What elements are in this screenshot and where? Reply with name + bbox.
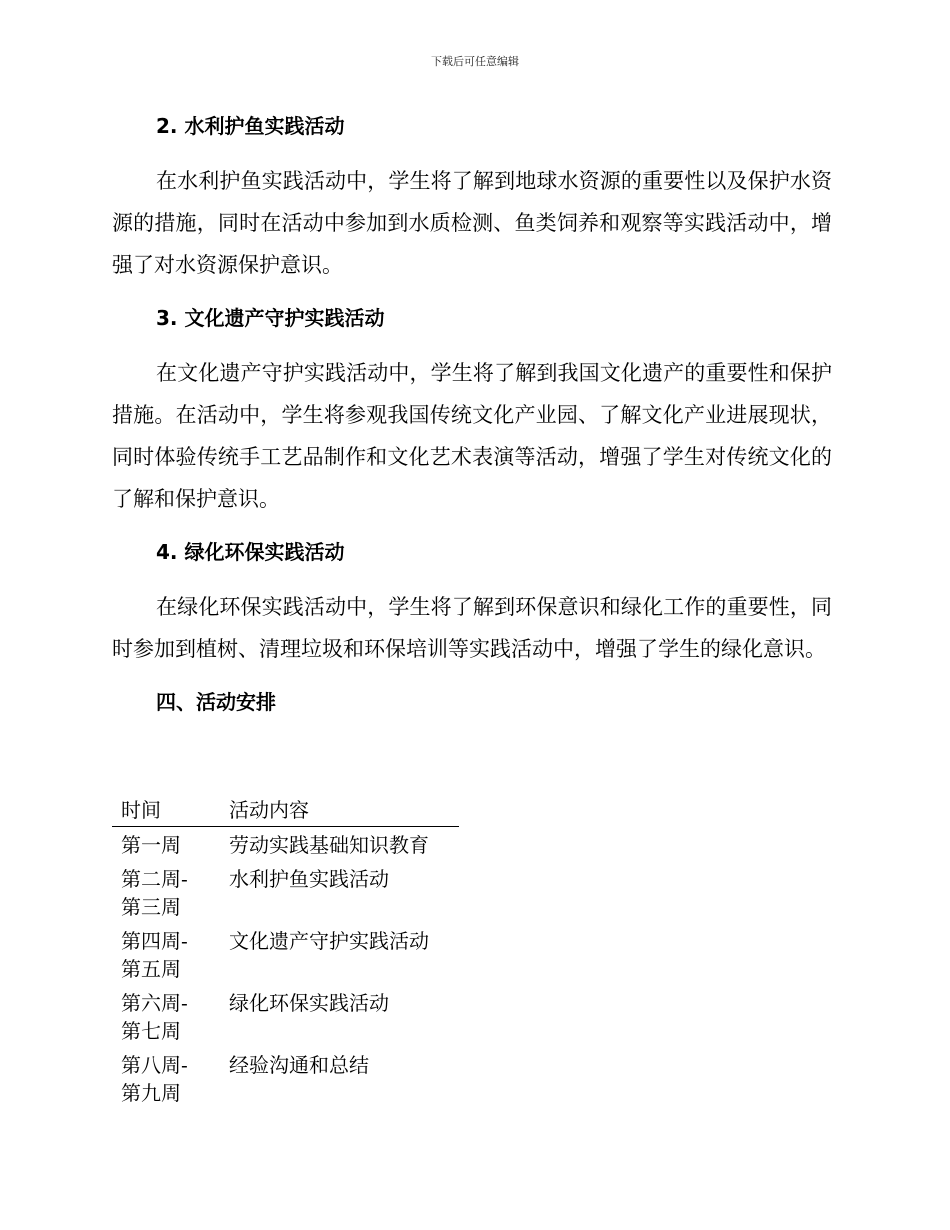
document-body [112, 108, 832, 720]
table-row [112, 1047, 459, 1109]
content-cell: 经验沟通和总结 [229, 1053, 369, 1077]
column-header-time: 时间 [112, 792, 229, 827]
page-header: 下载后可任意编辑 [431, 55, 519, 68]
time-text: 第六周-第七周 [121, 991, 188, 1043]
section-paragraph: 在水利护鱼实践活动中，学生将了解到地球水资源的重要性以及保护水资源的措施，同时在活动中参加到水质检测、鱼类饲养和观察等实践活动中，增强了对水资源保护意识。 [112, 169, 832, 277]
column-header-content: 活动内容 [229, 792, 459, 827]
time-cell [112, 861, 229, 923]
time-text: 第八周-第九周 [121, 1053, 188, 1105]
table-row [112, 827, 459, 862]
section-heading: 2. 水利护鱼实践活动 [156, 114, 345, 138]
section-paragraph: 在文化遗产守护实践活动中，学生将了解到我国文化遗产的重要性和保护措施。在活动中，学生将参观我国传统文化产业园、了解文化产业进展现状，同时体验传统手工艺品制作和文化艺术表演等活动，增强了学生对传统文化的了解和保护意识。 [112, 361, 832, 511]
time-cell [112, 985, 229, 1047]
time-cell [112, 1047, 229, 1109]
content-cell: 文化遗产守护实践活动 [229, 929, 429, 953]
time-cell [112, 923, 229, 985]
content-cell: 水利护鱼实践活动 [229, 867, 389, 891]
content-cell: 劳动实践基础知识教育 [229, 833, 429, 857]
time-text: 第一周 [121, 833, 181, 857]
section-paragraph: 在绿化环保实践活动中，学生将了解到环保意识和绿化工作的重要性，同时参加到植树、清理垃圾和环保培训等实践活动中，增强了学生的绿化意识。 [112, 595, 832, 661]
table-row [112, 923, 459, 985]
content-cell: 绿化环保实践活动 [229, 991, 389, 1015]
section-heading: 4. 绿化环保实践活动 [156, 540, 345, 564]
schedule-table [112, 792, 459, 1109]
table-row [112, 985, 459, 1047]
time-cell [112, 827, 229, 862]
schedule-heading: 四、活动安排 [156, 690, 276, 714]
table-header-row [112, 792, 459, 827]
table-row [112, 861, 459, 923]
section-heading: 3. 文化遗产守护实践活动 [156, 306, 385, 330]
time-text: 第二周-第三周 [121, 867, 188, 919]
time-text: 第四周-第五周 [121, 929, 188, 981]
